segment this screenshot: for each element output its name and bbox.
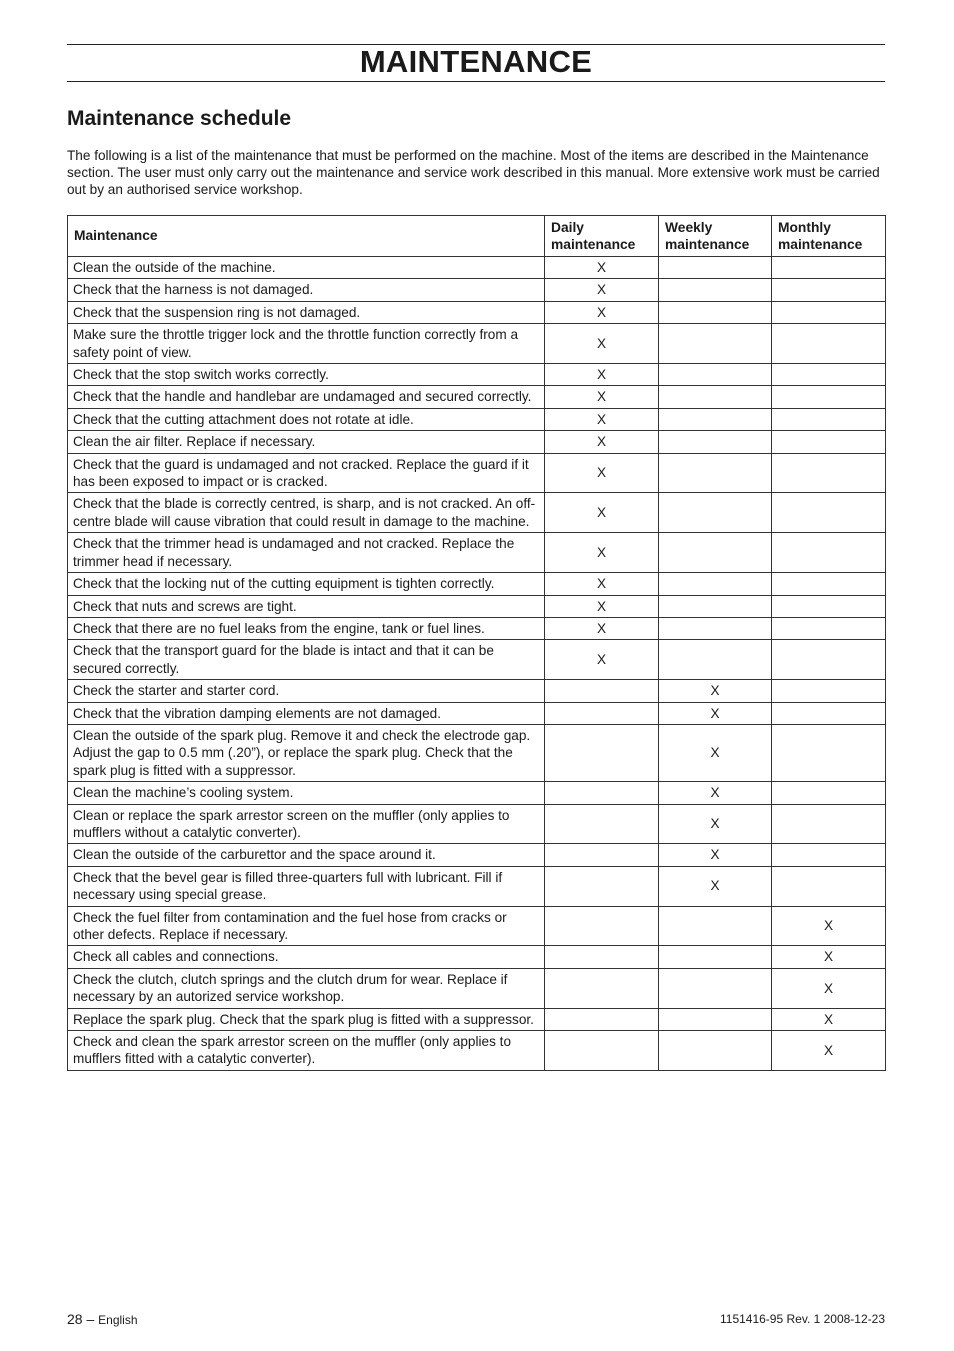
daily-mark-cell — [545, 1008, 659, 1030]
daily-mark-cell — [545, 866, 659, 906]
weekly-mark-cell — [659, 408, 772, 430]
weekly-mark-cell: X — [659, 782, 772, 804]
monthly-mark-cell — [772, 364, 886, 386]
task-cell: Check that the cutting attachment does not rotate at idle. — [68, 408, 545, 430]
daily-mark-cell — [545, 906, 659, 946]
weekly-mark-cell — [659, 364, 772, 386]
table-row — [68, 1008, 886, 1030]
monthly-mark-cell: X — [772, 906, 886, 946]
document-reference: 1151416-95 Rev. 1 2008-12-23 — [719, 1312, 885, 1326]
table-row — [68, 533, 886, 573]
daily-mark-cell: X — [545, 595, 659, 617]
daily-mark-cell: X — [545, 301, 659, 323]
task-cell: Check that the transport guard for the blade is intact and that it can be secured correctly. — [68, 640, 545, 680]
table-row — [68, 946, 886, 968]
daily-mark-cell — [545, 702, 659, 724]
task-cell: Check that the suspension ring is not damaged. — [68, 301, 545, 323]
monthly-mark-cell — [772, 804, 886, 844]
daily-mark-cell: X — [545, 257, 659, 279]
weekly-mark-cell — [659, 617, 772, 639]
table-row — [68, 804, 886, 844]
task-cell: Check the starter and starter cord. — [68, 680, 545, 702]
task-cell: Check that the handle and handlebar are undamaged and secured correctly. — [68, 386, 545, 408]
task-cell: Check that the stop switch works correctly. — [68, 364, 545, 386]
table-row — [68, 702, 886, 724]
daily-mark-cell: X — [545, 386, 659, 408]
daily-mark-cell: X — [545, 617, 659, 639]
weekly-mark-cell — [659, 453, 772, 493]
weekly-mark-cell: X — [659, 844, 772, 866]
table-row — [68, 257, 886, 279]
weekly-mark-cell — [659, 493, 772, 533]
weekly-mark-cell — [659, 968, 772, 1008]
section-title: Maintenance schedule — [67, 107, 292, 130]
daily-mark-cell: X — [545, 640, 659, 680]
page-footer-left — [67, 1311, 138, 1327]
monthly-mark-cell — [772, 640, 886, 680]
task-cell: Check that the trimmer head is undamaged and not cracked. Replace the trimmer head if necessary. — [68, 533, 545, 573]
daily-mark-cell: X — [545, 279, 659, 301]
monthly-mark-cell — [772, 453, 886, 493]
weekly-mark-cell — [659, 431, 772, 453]
table-row — [68, 782, 886, 804]
table-row — [68, 844, 886, 866]
weekly-mark-cell: X — [659, 866, 772, 906]
daily-mark-cell — [545, 782, 659, 804]
weekly-mark-cell — [659, 1008, 772, 1030]
table-row — [68, 386, 886, 408]
daily-mark-cell: X — [545, 364, 659, 386]
task-cell: Check the clutch, clutch springs and the clutch drum for wear. Replace if necessary by an autorized service workshop. — [68, 968, 545, 1008]
language-label: English — [98, 1313, 138, 1327]
monthly-mark-cell — [772, 257, 886, 279]
daily-mark-cell: X — [545, 573, 659, 595]
table-row — [68, 1031, 886, 1071]
task-cell: Clean the outside of the carburettor and the space around it. — [68, 844, 545, 866]
monthly-mark-cell — [772, 533, 886, 573]
weekly-mark-cell — [659, 324, 772, 364]
daily-mark-cell — [545, 968, 659, 1008]
monthly-mark-cell: X — [772, 946, 886, 968]
column-header-daily: Daily maintenance — [545, 216, 659, 257]
table-row — [68, 617, 886, 639]
weekly-mark-cell — [659, 1031, 772, 1071]
table-row — [68, 906, 886, 946]
monthly-mark-cell — [772, 724, 886, 781]
monthly-mark-cell — [772, 844, 886, 866]
table-row — [68, 968, 886, 1008]
task-cell: Check that the harness is not damaged. — [68, 279, 545, 301]
task-cell: Check that the locking nut of the cutting equipment is tighten correctly. — [68, 573, 545, 595]
task-cell: Make sure the throttle trigger lock and the throttle function correctly from a safety point of view. — [68, 324, 545, 364]
table-row — [68, 724, 886, 781]
monthly-mark-cell — [772, 324, 886, 364]
daily-mark-cell: X — [545, 431, 659, 453]
weekly-mark-cell — [659, 573, 772, 595]
task-cell: Check that the blade is correctly centred, is sharp, and is not cracked. An off-centre blade will cause vibration that could result in damage to the machine. — [68, 493, 545, 533]
table-row — [68, 453, 886, 493]
monthly-mark-cell — [772, 595, 886, 617]
monthly-mark-cell — [772, 386, 886, 408]
task-cell: Replace the spark plug. Check that the spark plug is fitted with a suppressor. — [68, 1008, 545, 1030]
weekly-mark-cell — [659, 640, 772, 680]
weekly-mark-cell — [659, 533, 772, 573]
task-cell: Check that the guard is undamaged and not cracked. Replace the guard if it has been exposed to impact or is cracked. — [68, 453, 545, 493]
table-row — [68, 301, 886, 323]
page-title: MAINTENANCE — [359, 44, 593, 79]
weekly-mark-cell: X — [659, 804, 772, 844]
weekly-mark-cell — [659, 257, 772, 279]
weekly-mark-cell — [659, 279, 772, 301]
table-row — [68, 431, 886, 453]
maintenance-schedule-table — [67, 215, 886, 1071]
task-cell: Clean the outside of the spark plug. Remove it and check the electrode gap. Adjust the gap to 0.5 mm (.20”), or replace the spark plug. Check that the spark plug is fitted with a suppressor. — [68, 724, 545, 781]
monthly-mark-cell: X — [772, 1008, 886, 1030]
weekly-mark-cell — [659, 386, 772, 408]
task-cell: Check the fuel filter from contamination and the fuel hose from cracks or other defects. Replace if necessary. — [68, 906, 545, 946]
daily-mark-cell — [545, 804, 659, 844]
daily-mark-cell: X — [545, 493, 659, 533]
page-number: 28 – — [67, 1311, 95, 1327]
column-header-monthly: Monthly maintenance — [772, 216, 886, 257]
header-bottom-rule — [67, 81, 885, 82]
monthly-mark-cell: X — [772, 968, 886, 1008]
daily-mark-cell — [545, 680, 659, 702]
monthly-mark-cell — [772, 279, 886, 301]
weekly-mark-cell — [659, 595, 772, 617]
table-row — [68, 573, 886, 595]
column-header-weekly: Weekly maintenance — [659, 216, 772, 257]
weekly-mark-cell: X — [659, 680, 772, 702]
monthly-mark-cell — [772, 617, 886, 639]
daily-mark-cell — [545, 946, 659, 968]
task-cell: Check that the bevel gear is filled three-quarters full with lubricant. Fill if necessary using special grease. — [68, 866, 545, 906]
task-cell: Check all cables and connections. — [68, 946, 545, 968]
column-header-maintenance: Maintenance — [68, 216, 545, 257]
table-row — [68, 493, 886, 533]
task-cell: Check that nuts and screws are tight. — [68, 595, 545, 617]
weekly-mark-cell — [659, 301, 772, 323]
daily-mark-cell — [545, 724, 659, 781]
task-cell: Check that the vibration damping elements are not damaged. — [68, 702, 545, 724]
table-row — [68, 680, 886, 702]
table-row — [68, 408, 886, 430]
monthly-mark-cell — [772, 301, 886, 323]
table-row — [68, 364, 886, 386]
task-cell: Check and clean the spark arrestor screen on the muffler (only applies to mufflers fitted with a catalytic converter). — [68, 1031, 545, 1071]
weekly-mark-cell: X — [659, 724, 772, 781]
task-cell: Clean the machine’s cooling system. — [68, 782, 545, 804]
table-row — [68, 324, 886, 364]
monthly-mark-cell — [772, 408, 886, 430]
daily-mark-cell: X — [545, 324, 659, 364]
task-cell: Check that there are no fuel leaks from the engine, tank or fuel lines. — [68, 617, 545, 639]
intro-paragraph: The following is a list of the maintenance that must be performed on the machine. Most of the items are described in the Maintenance section. The user must only carry out the maintenance and service work described in this manual. More extensive work must be carried out by an authorised service workshop. — [67, 148, 880, 197]
table-row — [68, 279, 886, 301]
daily-mark-cell — [545, 844, 659, 866]
task-cell: Clean the outside of the machine. — [68, 257, 545, 279]
monthly-mark-cell — [772, 680, 886, 702]
monthly-mark-cell — [772, 493, 886, 533]
monthly-mark-cell — [772, 702, 886, 724]
monthly-mark-cell — [772, 782, 886, 804]
table-header-row — [68, 216, 886, 257]
weekly-mark-cell: X — [659, 702, 772, 724]
daily-mark-cell: X — [545, 453, 659, 493]
monthly-mark-cell — [772, 866, 886, 906]
daily-mark-cell: X — [545, 408, 659, 430]
daily-mark-cell: X — [545, 533, 659, 573]
monthly-mark-cell — [772, 573, 886, 595]
monthly-mark-cell: X — [772, 1031, 886, 1071]
task-cell: Clean the air filter. Replace if necessary. — [68, 431, 545, 453]
weekly-mark-cell — [659, 946, 772, 968]
monthly-mark-cell — [772, 431, 886, 453]
table-row — [68, 866, 886, 906]
task-cell: Clean or replace the spark arrestor screen on the muffler (only applies to mufflers without a catalytic converter). — [68, 804, 545, 844]
daily-mark-cell — [545, 1031, 659, 1071]
table-row — [68, 640, 886, 680]
table-row — [68, 595, 886, 617]
weekly-mark-cell — [659, 906, 772, 946]
